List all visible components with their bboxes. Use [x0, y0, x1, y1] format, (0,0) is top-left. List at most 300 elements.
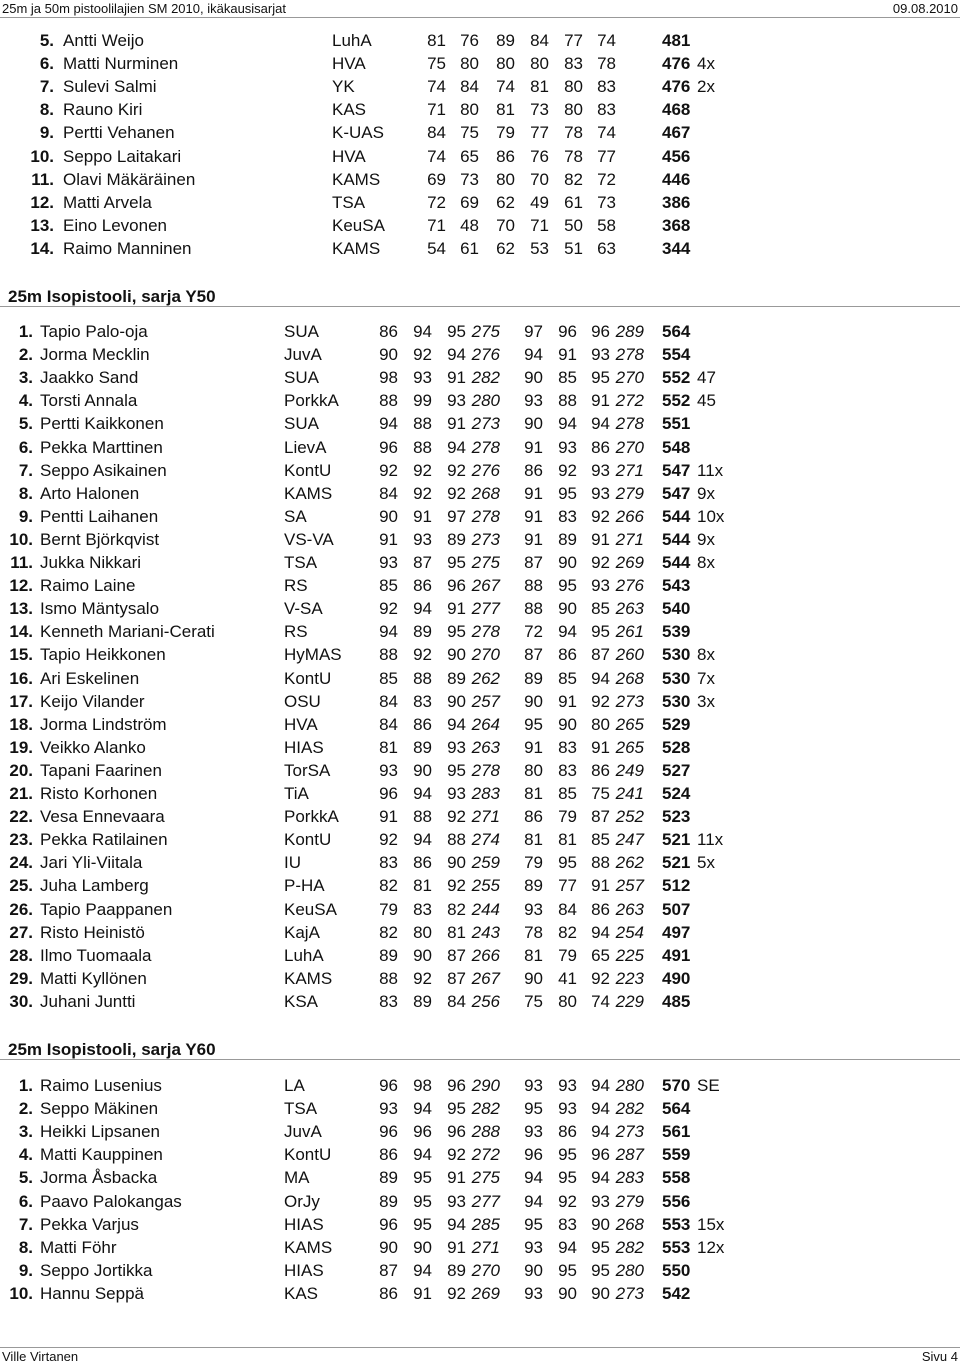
series-score: 74	[496, 77, 515, 97]
precision-subtotal: 273	[471, 414, 500, 434]
shooter-name: Raimo Lusenius	[40, 1076, 162, 1095]
club-name: LuhA	[332, 31, 372, 50]
series-score: 90	[447, 853, 466, 873]
precision-subtotal: 277	[471, 599, 500, 619]
shooter-name: Risto Korhonen	[40, 784, 158, 803]
page-footer	[0, 1347, 960, 1366]
shooter-name: Juha Lamberg	[40, 876, 149, 896]
series-score: 88	[558, 391, 577, 411]
series-score: 95	[447, 622, 466, 642]
club-name: KAMS	[284, 1237, 333, 1257]
series-score: 93	[447, 1191, 466, 1211]
total-score: 523	[662, 807, 691, 827]
tiebreak-note: 11x	[697, 830, 724, 850]
club-name: SUA	[284, 368, 319, 388]
tiebreak-note: 45	[697, 391, 716, 411]
series-score: 89	[524, 876, 543, 896]
club-name: JuvA	[284, 1122, 322, 1142]
series-score: 76	[460, 31, 479, 50]
shooter-name: Arto Halonen	[40, 483, 140, 503]
series-score: 99	[413, 391, 432, 411]
total-score: 456	[662, 146, 691, 166]
series-score: 94	[379, 622, 398, 642]
result-row	[0, 238, 960, 260]
placing: 23.	[9, 830, 33, 850]
total-score: 540	[662, 599, 691, 619]
series-score: 95	[447, 322, 466, 341]
series-score: 73	[597, 192, 616, 212]
series-score: 93	[591, 483, 610, 503]
series-score: 92	[447, 807, 466, 827]
series-score: 91	[447, 368, 466, 388]
tiebreak-note: 5x	[697, 853, 715, 873]
series-score: 77	[597, 146, 616, 166]
series-score: 81	[524, 784, 543, 803]
result-row	[0, 146, 960, 168]
placing: 4.	[18, 391, 33, 411]
precision-subtotal: 271	[471, 807, 500, 827]
total-score: 528	[662, 737, 691, 757]
series-score: 48	[460, 215, 479, 235]
placing: 5.	[18, 414, 33, 434]
series-score: 90	[558, 599, 577, 619]
series-score: 81	[530, 77, 549, 97]
series-score: 80	[591, 714, 610, 734]
series-score: 86	[413, 853, 432, 873]
shooter-name: Jorma Åsbacka	[40, 1168, 158, 1188]
precision-subtotal: 282	[471, 368, 500, 388]
series-score: 90	[524, 414, 543, 434]
shooter-name: Jorma Mecklin	[40, 345, 150, 365]
series-score: 77	[558, 876, 577, 896]
series-score: 90	[413, 1237, 432, 1257]
placing: 2.	[18, 345, 33, 365]
total-score: 548	[662, 437, 691, 457]
series-score: 75	[524, 991, 543, 1011]
shooter-name: Tapio Heikkonen	[40, 645, 166, 665]
series-score: 84	[460, 77, 479, 97]
series-score: 93	[524, 1283, 543, 1303]
series-score: 95	[447, 760, 466, 780]
series-score: 89	[558, 529, 577, 549]
total-score: 544	[662, 553, 691, 572]
series-score: 94	[413, 1260, 432, 1280]
club-name: HIAS	[284, 1214, 324, 1234]
result-row	[0, 215, 960, 237]
series-score: 81	[496, 100, 515, 120]
series-score: 92	[558, 1191, 577, 1211]
shooter-name: Ari Eskelinen	[40, 668, 140, 688]
series-score: 80	[496, 169, 515, 189]
series-score: 90	[591, 1214, 610, 1234]
club-name: IU	[284, 853, 301, 873]
result-row	[0, 1260, 960, 1282]
series-score: 96	[591, 1145, 610, 1165]
result-row	[0, 1167, 960, 1189]
rapid-subtotal: 260	[615, 645, 644, 665]
series-score: 53	[530, 238, 549, 258]
rapid-subtotal: 278	[615, 345, 644, 365]
precision-subtotal: 270	[471, 1260, 500, 1280]
precision-subtotal: 267	[471, 576, 500, 596]
series-score: 95	[524, 1214, 543, 1234]
shooter-name: Olavi Mäkäräinen	[63, 169, 196, 189]
placing: 5.	[18, 1168, 33, 1188]
series-score: 94	[591, 1099, 610, 1119]
series-score: 96	[379, 1076, 398, 1095]
series-score: 89	[447, 529, 466, 549]
series-score: 90	[591, 1283, 610, 1303]
series-score: 85	[558, 784, 577, 803]
club-name: MA	[284, 1168, 310, 1188]
result-row	[0, 875, 960, 897]
series-score: 91	[524, 483, 543, 503]
series-score: 92	[591, 968, 610, 988]
total-score: 527	[662, 760, 691, 780]
series-score: 89	[379, 945, 398, 965]
series-score: 93	[379, 760, 398, 780]
shooter-name: Sulevi Salmi	[63, 77, 157, 97]
total-score: 553	[662, 1237, 691, 1257]
shooter-name: Matti Arvela	[63, 192, 152, 212]
rapid-subtotal: 223	[615, 968, 644, 988]
series-score: 81	[379, 737, 398, 757]
precision-subtotal: 262	[471, 668, 500, 688]
precision-subtotal: 264	[471, 714, 500, 734]
footer-page-number: Sivu 4	[921, 1349, 958, 1364]
precision-subtotal: 257	[471, 691, 500, 711]
club-name: LievA	[284, 437, 327, 457]
series-score: 92	[558, 460, 577, 480]
result-row	[0, 783, 960, 805]
series-score: 78	[564, 146, 583, 166]
series-score: 92	[591, 506, 610, 526]
placing: 30.	[9, 991, 33, 1011]
series-score: 87	[447, 945, 466, 965]
rapid-subtotal: 287	[615, 1145, 644, 1165]
series-score: 62	[496, 192, 515, 212]
series-score: 92	[379, 830, 398, 850]
series-score: 86	[558, 645, 577, 665]
rapid-subtotal: 262	[615, 853, 644, 873]
series-score: 89	[413, 622, 432, 642]
series-score: 84	[379, 483, 398, 503]
placing: 17.	[9, 691, 33, 711]
series-score: 86	[591, 437, 610, 457]
series-score: 95	[558, 853, 577, 873]
series-score: 95	[591, 1260, 610, 1280]
placing: 25.	[9, 876, 33, 896]
club-name: LA	[284, 1076, 305, 1095]
placing: 19.	[9, 737, 33, 757]
result-row	[0, 552, 960, 574]
series-score: 93	[524, 391, 543, 411]
result-row	[0, 99, 960, 121]
series-score: 97	[524, 322, 543, 341]
series-score: 89	[379, 1168, 398, 1188]
shooter-name: Juhani Juntti	[40, 991, 136, 1011]
result-row	[0, 945, 960, 967]
result-row	[0, 367, 960, 389]
club-name: OrJy	[284, 1191, 320, 1211]
series-score: 86	[413, 576, 432, 596]
series-score: 92	[447, 876, 466, 896]
series-score: 94	[447, 437, 466, 457]
series-score: 51	[564, 238, 583, 258]
series-score: 94	[524, 1191, 543, 1211]
tiebreak-note: 10x	[697, 506, 725, 526]
footer-author: Ville Virtanen	[2, 1349, 79, 1364]
total-score: 490	[662, 968, 691, 988]
club-name: SUA	[284, 322, 319, 341]
series-score: 88	[413, 668, 432, 688]
result-row	[0, 483, 960, 505]
result-row	[0, 390, 960, 412]
rapid-subtotal: 265	[615, 714, 644, 734]
series-score: 87	[591, 807, 610, 827]
series-score: 87	[413, 553, 432, 572]
result-row	[0, 1214, 960, 1236]
shooter-name: Matti Kyllönen	[40, 968, 147, 988]
series-score: 81	[413, 876, 432, 896]
series-score: 90	[524, 968, 543, 988]
placing: 2.	[18, 1099, 33, 1119]
series-score: 91	[558, 345, 577, 365]
series-score: 80	[460, 54, 479, 74]
rapid-subtotal: 273	[615, 691, 644, 711]
rapid-subtotal: 282	[615, 1237, 644, 1257]
shooter-name: Matti Kauppinen	[40, 1145, 163, 1165]
result-row	[0, 529, 960, 551]
shooter-name: Tapio Paappanen	[40, 899, 173, 919]
total-score: 476	[662, 77, 691, 97]
series-score: 88	[413, 807, 432, 827]
series-score: 93	[558, 437, 577, 457]
placing: 7.	[18, 460, 33, 480]
series-score: 79	[558, 945, 577, 965]
rapid-subtotal: 254	[615, 922, 644, 942]
series-score: 92	[591, 691, 610, 711]
rapid-subtotal: 263	[615, 899, 644, 919]
total-score: 559	[662, 1145, 691, 1165]
series-score: 91	[413, 506, 432, 526]
result-row	[0, 1191, 960, 1213]
club-name: OSU	[284, 691, 321, 711]
series-score: 87	[524, 645, 543, 665]
series-score: 86	[496, 146, 515, 166]
total-score: 544	[662, 506, 691, 526]
shooter-name: Keijo Vilander	[40, 691, 145, 711]
series-score: 70	[496, 215, 515, 235]
series-score: 87	[591, 645, 610, 665]
shooter-name: Eino Levonen	[63, 215, 167, 235]
series-score: 80	[413, 922, 432, 942]
total-score: 547	[662, 483, 691, 503]
series-score: 95	[558, 576, 577, 596]
shooter-name: Ilmo Tuomaala	[40, 945, 152, 965]
club-name: KontU	[284, 1145, 332, 1165]
shooter-name: Torsti Annala	[40, 391, 138, 411]
series-score: 90	[379, 1237, 398, 1257]
shooter-name: Pekka Varjus	[40, 1214, 139, 1234]
series-score: 82	[447, 899, 466, 919]
series-score: 93	[591, 576, 610, 596]
shooter-name: Jukka Nikkari	[40, 553, 142, 572]
series-score: 88	[413, 437, 432, 457]
series-score: 88	[591, 853, 610, 873]
club-name: KontU	[284, 668, 332, 688]
placing: 27.	[9, 922, 33, 942]
series-score: 95	[558, 1168, 577, 1188]
series-score: 93	[447, 784, 466, 803]
result-row	[0, 852, 960, 874]
series-score: 81	[524, 830, 543, 850]
shooter-name: Kenneth Mariani-Cerati	[40, 622, 215, 642]
total-score: 521	[662, 853, 691, 873]
series-score: 85	[558, 368, 577, 388]
result-row	[0, 922, 960, 944]
section-title-y60: 25m Isopistooli, sarja Y60	[8, 1040, 216, 1059]
shooter-name: Raimo Laine	[40, 576, 136, 596]
club-name: LuhA	[284, 945, 324, 965]
club-name: YK	[332, 77, 355, 97]
result-row	[0, 1237, 960, 1259]
series-score: 71	[427, 215, 446, 235]
series-score: 95	[447, 1099, 466, 1119]
series-score: 92	[413, 483, 432, 503]
placing: 11.	[10, 553, 33, 572]
series-score: 93	[413, 368, 432, 388]
total-score: 554	[662, 345, 691, 365]
series-score: 85	[591, 830, 610, 850]
shooter-name: Jari Yli-Viitala	[40, 853, 143, 873]
series-score: 95	[413, 1214, 432, 1234]
series-score: 74	[597, 123, 616, 143]
club-name: HyMAS	[284, 645, 342, 665]
series-score: 91	[524, 737, 543, 757]
series-score: 84	[379, 691, 398, 711]
total-score: 551	[662, 414, 691, 434]
series-score: 80	[564, 100, 583, 120]
tiebreak-note: 9x	[697, 483, 715, 503]
series-score: 94	[591, 414, 610, 434]
series-score: 83	[558, 737, 577, 757]
precision-subtotal: 244	[471, 899, 500, 919]
series-score: 93	[591, 460, 610, 480]
series-score: 61	[564, 192, 583, 212]
series-score: 93	[524, 1076, 543, 1095]
series-score: 92	[447, 1283, 466, 1303]
series-score: 71	[427, 100, 446, 120]
rapid-subtotal: 270	[615, 437, 644, 457]
document-date: 09.08.2010	[892, 1, 958, 16]
series-score: 92	[413, 345, 432, 365]
series-score: 96	[558, 322, 577, 341]
document-title: 25m ja 50m pistoolilajien SM 2010, ikäkausisarjat	[2, 1, 286, 16]
series-score: 95	[591, 368, 610, 388]
series-score: 80	[558, 991, 577, 1011]
series-score: 94	[558, 1237, 577, 1257]
total-score: 491	[662, 945, 691, 965]
series-score: 96	[524, 1145, 543, 1165]
total-score: 556	[662, 1191, 691, 1211]
precision-subtotal: 267	[471, 968, 500, 988]
series-score: 88	[379, 968, 398, 988]
series-score: 93	[558, 1076, 577, 1095]
club-name: KontU	[284, 460, 332, 480]
series-score: 95	[591, 1237, 610, 1257]
shooter-name: Rauno Kiri	[63, 100, 143, 120]
placing: 9.	[18, 506, 33, 526]
series-score: 87	[524, 553, 543, 572]
series-score: 90	[413, 760, 432, 780]
series-score: 94	[524, 345, 543, 365]
shooter-name: Pekka Ratilainen	[40, 830, 168, 850]
series-score: 89	[447, 668, 466, 688]
rapid-subtotal: 225	[615, 945, 644, 965]
series-score: 96	[379, 1122, 398, 1142]
club-name: PorkkA	[284, 807, 339, 827]
result-row	[0, 760, 960, 782]
series-score: 78	[524, 922, 543, 942]
precision-subtotal: 288	[471, 1122, 500, 1142]
series-score: 92	[379, 460, 398, 480]
total-score: 521	[662, 830, 691, 850]
rapid-subtotal: 249	[615, 760, 644, 780]
series-score: 93	[379, 553, 398, 572]
series-score: 65	[591, 945, 610, 965]
shooter-name: Seppo Asikainen	[40, 460, 167, 480]
total-score: 544	[662, 529, 691, 549]
series-score: 69	[427, 169, 446, 189]
series-score: 95	[447, 553, 466, 572]
precision-subtotal: 280	[471, 391, 500, 411]
result-row	[0, 829, 960, 851]
series-score: 88	[524, 576, 543, 596]
result-row	[0, 1144, 960, 1166]
rapid-subtotal: 273	[615, 1122, 644, 1142]
placing: 8.	[18, 483, 33, 503]
precision-subtotal: 285	[471, 1214, 500, 1234]
club-name: KAMS	[332, 169, 381, 189]
series-score: 81	[447, 922, 466, 942]
result-row	[0, 1075, 960, 1097]
club-name: TSA	[332, 192, 366, 212]
rapid-subtotal: 289	[615, 322, 644, 341]
series-score: 90	[524, 1260, 543, 1280]
club-name: HVA	[332, 146, 366, 166]
club-name: KAMS	[284, 483, 333, 503]
precision-subtotal: 271	[471, 1237, 500, 1257]
placing: 10.	[9, 529, 33, 549]
placing: 16.	[9, 668, 33, 688]
series-score: 95	[524, 714, 543, 734]
series-score: 96	[379, 784, 398, 803]
series-score: 81	[558, 830, 577, 850]
shooter-name: Pentti Laihanen	[40, 506, 159, 526]
club-name: JuvA	[284, 345, 322, 365]
shooter-name: Jaakko Sand	[40, 368, 139, 388]
rapid-subtotal: 279	[615, 1191, 644, 1211]
placing: 10.	[9, 1283, 33, 1303]
series-score: 95	[413, 1168, 432, 1188]
series-score: 89	[413, 737, 432, 757]
shooter-name: Antti Weijo	[63, 31, 144, 50]
series-score: 89	[524, 668, 543, 688]
rapid-subtotal: 280	[615, 1076, 644, 1095]
series-score: 77	[530, 123, 549, 143]
club-name: TSA	[284, 553, 318, 572]
